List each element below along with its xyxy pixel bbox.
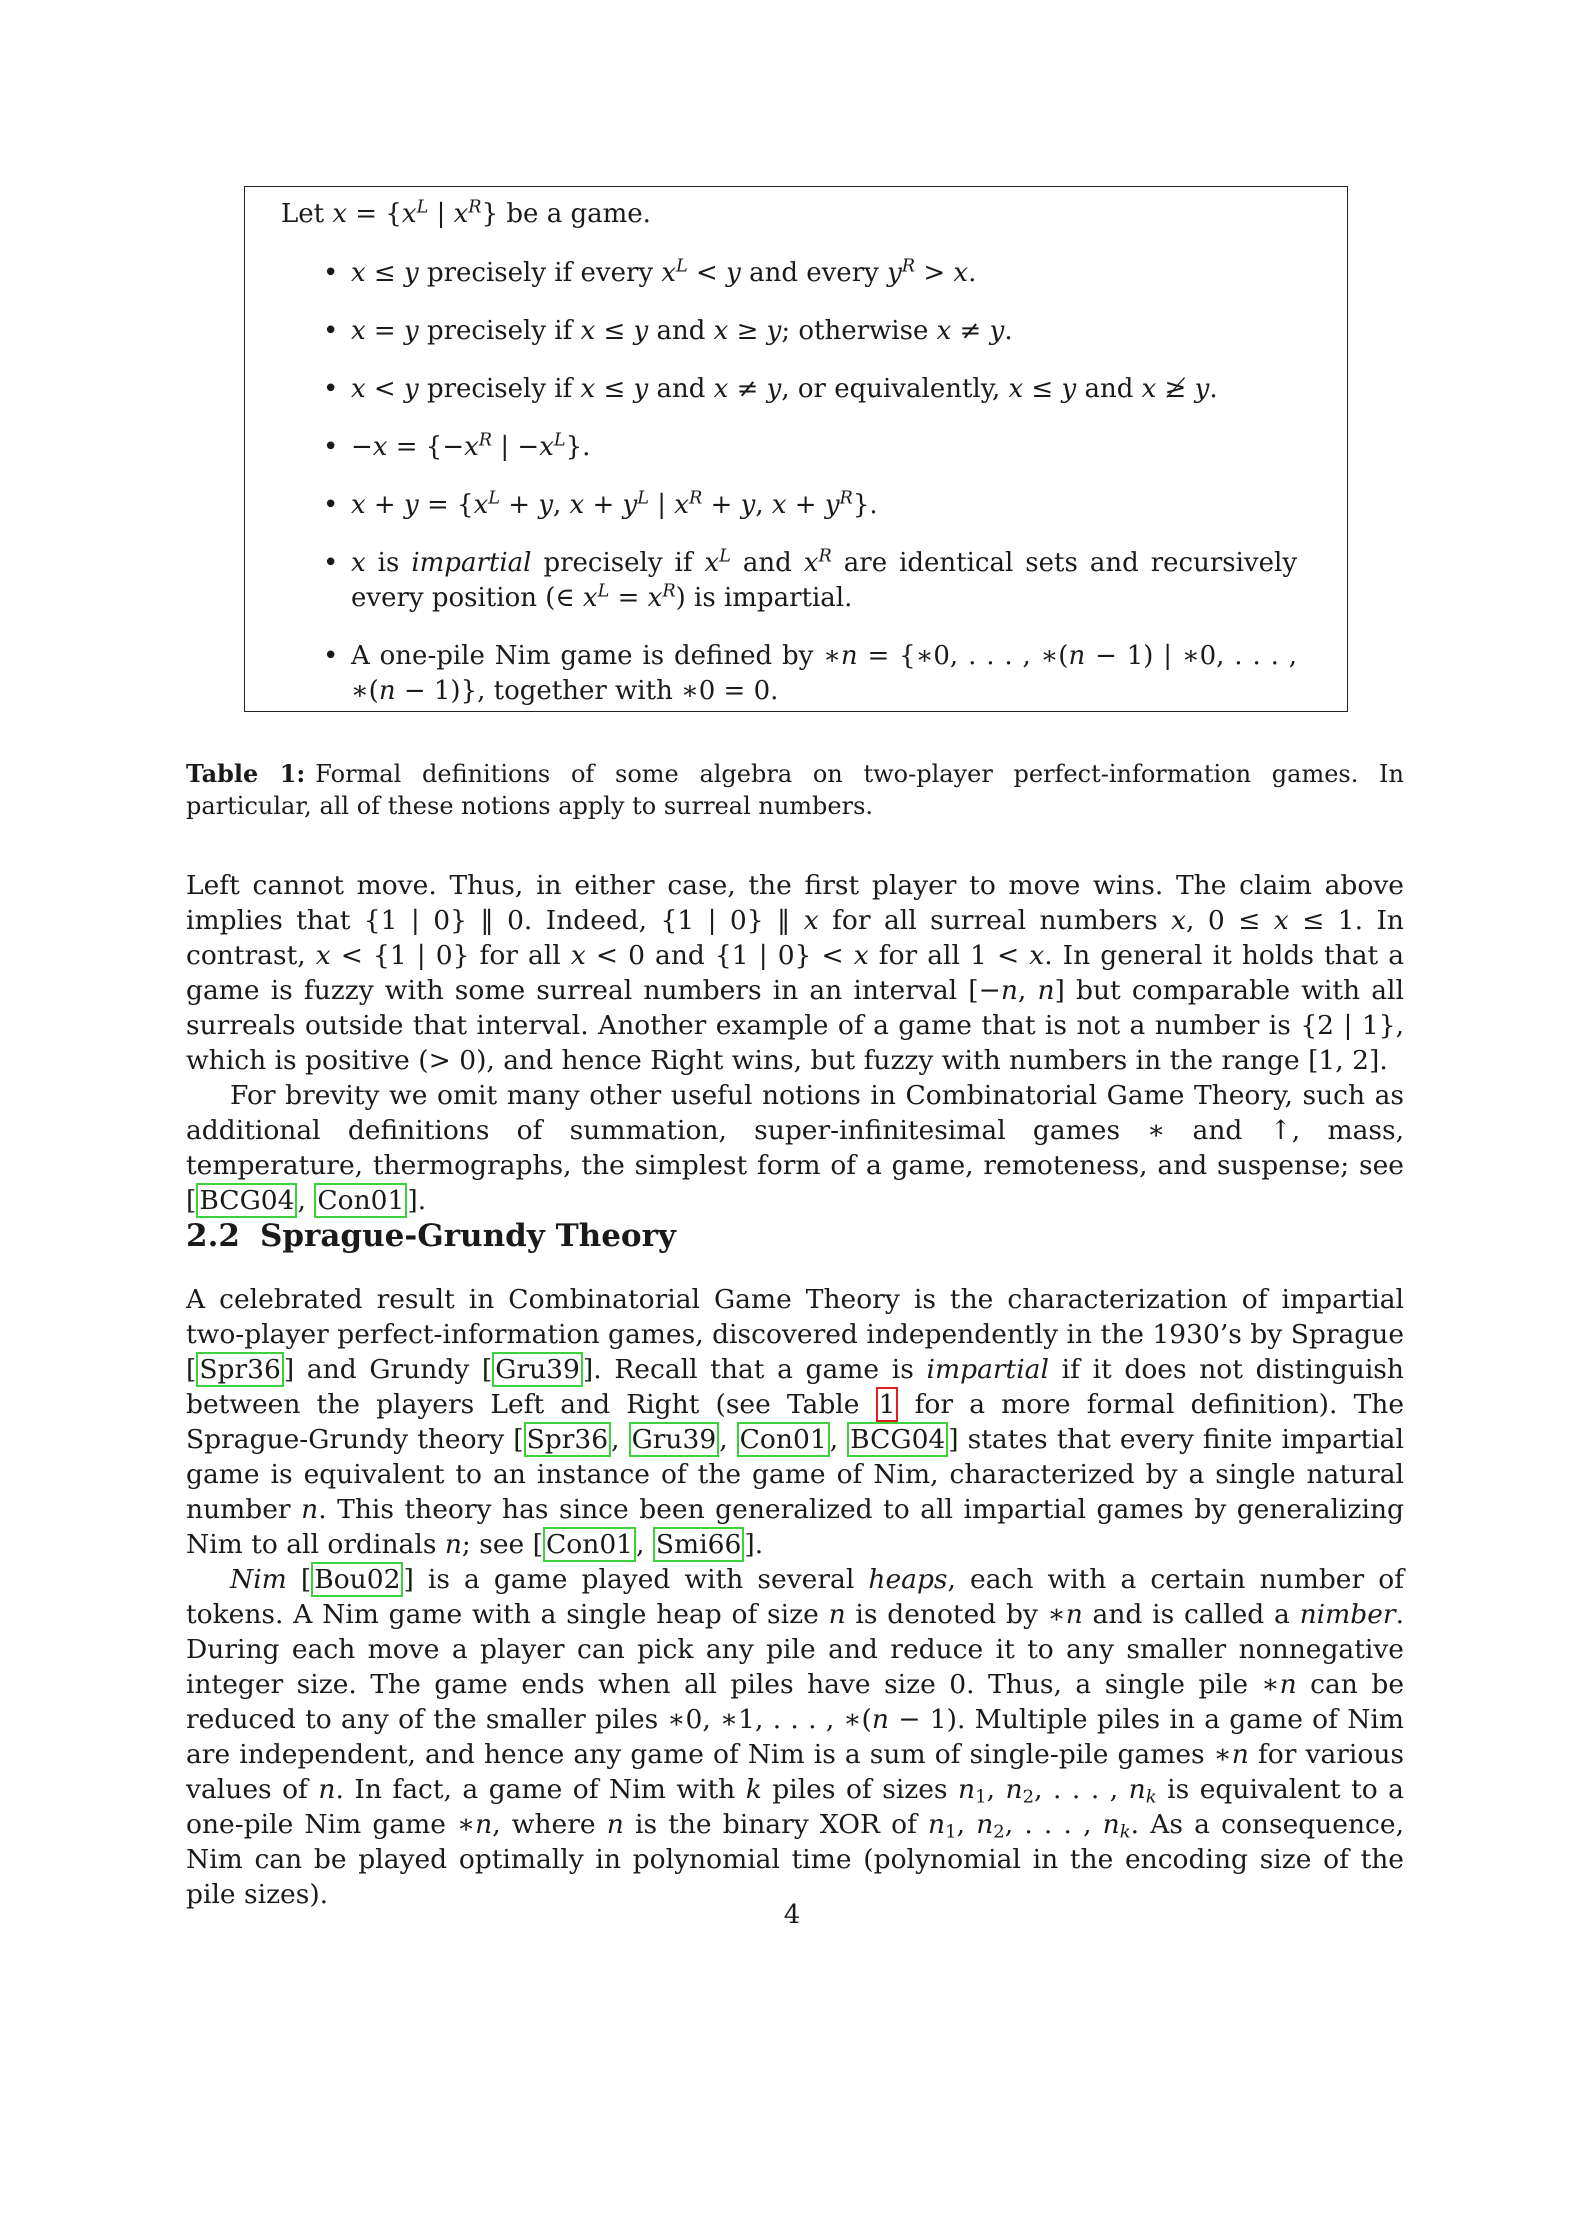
- definition-text: A one-pile Nim game is defined by ∗n = {∗0, . . . , ∗(n − 1) | ∗0, . . . , ∗(n − 1)}, together with ∗0 = 0.: [351, 641, 1297, 706]
- citation-link[interactable]: Spr36: [196, 1352, 284, 1387]
- bullet-icon: •: [323, 548, 339, 578]
- table-caption: [186, 758, 1404, 822]
- citation-link[interactable]: Gru39: [492, 1352, 583, 1387]
- definition-item: [281, 256, 1317, 291]
- bullet-icon: •: [323, 258, 339, 288]
- paragraph: Left cannot move. Thus, in either case, the first player to move wins. The claim above implies that {1 | 0} ‖ 0. Indeed, {1 | 0} ‖ x for all surreal numbers x, 0 ≤ x ≤ 1. In contrast, x < {1 | 0} for all x < 0 and {1 | 0} < x for all 1 < x. In general it holds that a game is fuzzy with some surreal numbers in an interval [−n, n] but comparable with all surreals outside that interval. Another example of a game that is not a number is {2 | 1}, which is positive (> 0), and hence Right wins, but fuzzy with numbers in the range [1, 2].: [186, 870, 1405, 1076]
- definition-item: [281, 372, 1317, 407]
- bullet-icon: •: [323, 374, 339, 404]
- definition-text: $x + y = \{x^L + y$, $x + y^L$ | $x^R + y$, $x + y^R$}.: [351, 488, 878, 520]
- definition-text: x is impartial precisely if $x^L$ and $x^R$ are identical sets and recursively every position (∈ $x^L = x^R$) is impartial.: [351, 546, 1298, 613]
- bullet-icon: •: [323, 641, 339, 671]
- table-reference-link[interactable]: 1: [876, 1387, 899, 1422]
- bullet-icon: •: [323, 490, 339, 520]
- citation-link[interactable]: Con01: [543, 1527, 636, 1562]
- definition-text: x = y precisely if x ≤ y and x ≥ y; otherwise x ≠ y.: [351, 316, 1013, 346]
- paragraph: A celebrated result in Combinatorial Game Theory is the characterization of impartial two-player perfect-information games, discovered independently in the 1930’s by Sprague [ Spr36 ] and Grundy [ Gru39 ]. Recall that a game is impartial if it does not distinguish between the players Left and Right (see Table 1 for a more formal definition). The Sprague-Grundy theory [ Spr36 , Gru39 , Con01 , BCG04 ] states that every finite impartial game is equivalent to an instance of the game of Nim, characterized by a single natural number n. This theory has since been generalized to all impartial games by generalizing Nim to all ordinals n; see [ Con01 , Smi66 ].: [186, 1284, 1405, 1560]
- definitions-intro: Let $x = \{x^L$ | $x^R$} be a game.: [281, 197, 651, 229]
- citation-link[interactable]: Smi66: [653, 1527, 744, 1562]
- caption-label: Table 1:: [186, 759, 306, 788]
- definition-text: x < y precisely if x ≤ y and x ≠ y, or equivalently, x ≤ y and x ≱ y.: [351, 374, 1218, 404]
- citation-link[interactable]: Con01: [314, 1183, 407, 1218]
- page-number: 4: [783, 1900, 801, 1930]
- citation-link[interactable]: Con01: [737, 1422, 830, 1457]
- section-heading: [186, 1216, 1404, 1256]
- body-text-top: [186, 868, 1404, 1218]
- citation-link[interactable]: Bou02: [311, 1562, 403, 1597]
- body-text-section: [186, 1282, 1404, 1912]
- citation-link[interactable]: Spr36: [524, 1422, 612, 1457]
- definitions-list: [281, 256, 1317, 709]
- section-title: Sprague-Grundy Theory: [259, 1218, 676, 1254]
- bullet-icon: •: [323, 316, 339, 346]
- definition-item: [281, 430, 1317, 465]
- caption-text: Formal definitions of some algebra on two-player perfect-information games. In particular, all of these notions apply to surreal numbers.: [186, 760, 1404, 820]
- citation-link[interactable]: BCG04: [847, 1422, 948, 1457]
- paragraph: For brevity we omit many other useful notions in Combinatorial Game Theory, such as additional definitions of summation, super-infinitesimal games ∗ and ↑, mass, temperature, thermographs, the simplest form of a game, remoteness, and suspense; see [ BCG04 , Con01 ].: [186, 1080, 1404, 1216]
- section-number: 2.2: [186, 1218, 240, 1254]
- citation-link[interactable]: Gru39: [629, 1422, 720, 1457]
- definition-item: [281, 546, 1317, 616]
- definition-item: [281, 488, 1317, 523]
- paragraph: Nim [ Bou02 ] is a game played with several heaps, each with a certain number of tokens. A Nim game with a single heap of size n is denoted by ∗n and is called a nimber. During each move a player can pick any pile and reduce it to any smaller nonnegative integer size. The game ends when all piles have size 0. Thus, a single pile ∗n can be reduced to any of the smaller piles ∗0, ∗1, . . . , ∗(n − 1). Multiple piles in a game of Nim are independent, and hence any game of Nim is a sum of single-pile games ∗n for various values of n. In fact, a game of Nim with k piles of sizes $n_1$, $n_2$, . . . , $n_k$ is equivalent to a one-pile Nim game ∗n, where n is the binary XOR of $n_1$, $n_2$, . . . , $n_k$. As a consequence, Nim can be played optimally in polynomial time (polynomial in the encoding size of the pile sizes).: [186, 1564, 1405, 1910]
- definition-item: [281, 639, 1317, 709]
- citation-link[interactable]: BCG04: [196, 1183, 297, 1218]
- definition-text: $-x = \{-x^R$ | $-x^L$}.: [351, 430, 591, 462]
- definitions-table-box: [244, 186, 1348, 712]
- definition-item: [281, 314, 1317, 349]
- definition-text: x ≤ y precisely if every $x^L < y$ and every $y^R > x$.: [351, 256, 977, 288]
- bullet-icon: •: [323, 432, 339, 462]
